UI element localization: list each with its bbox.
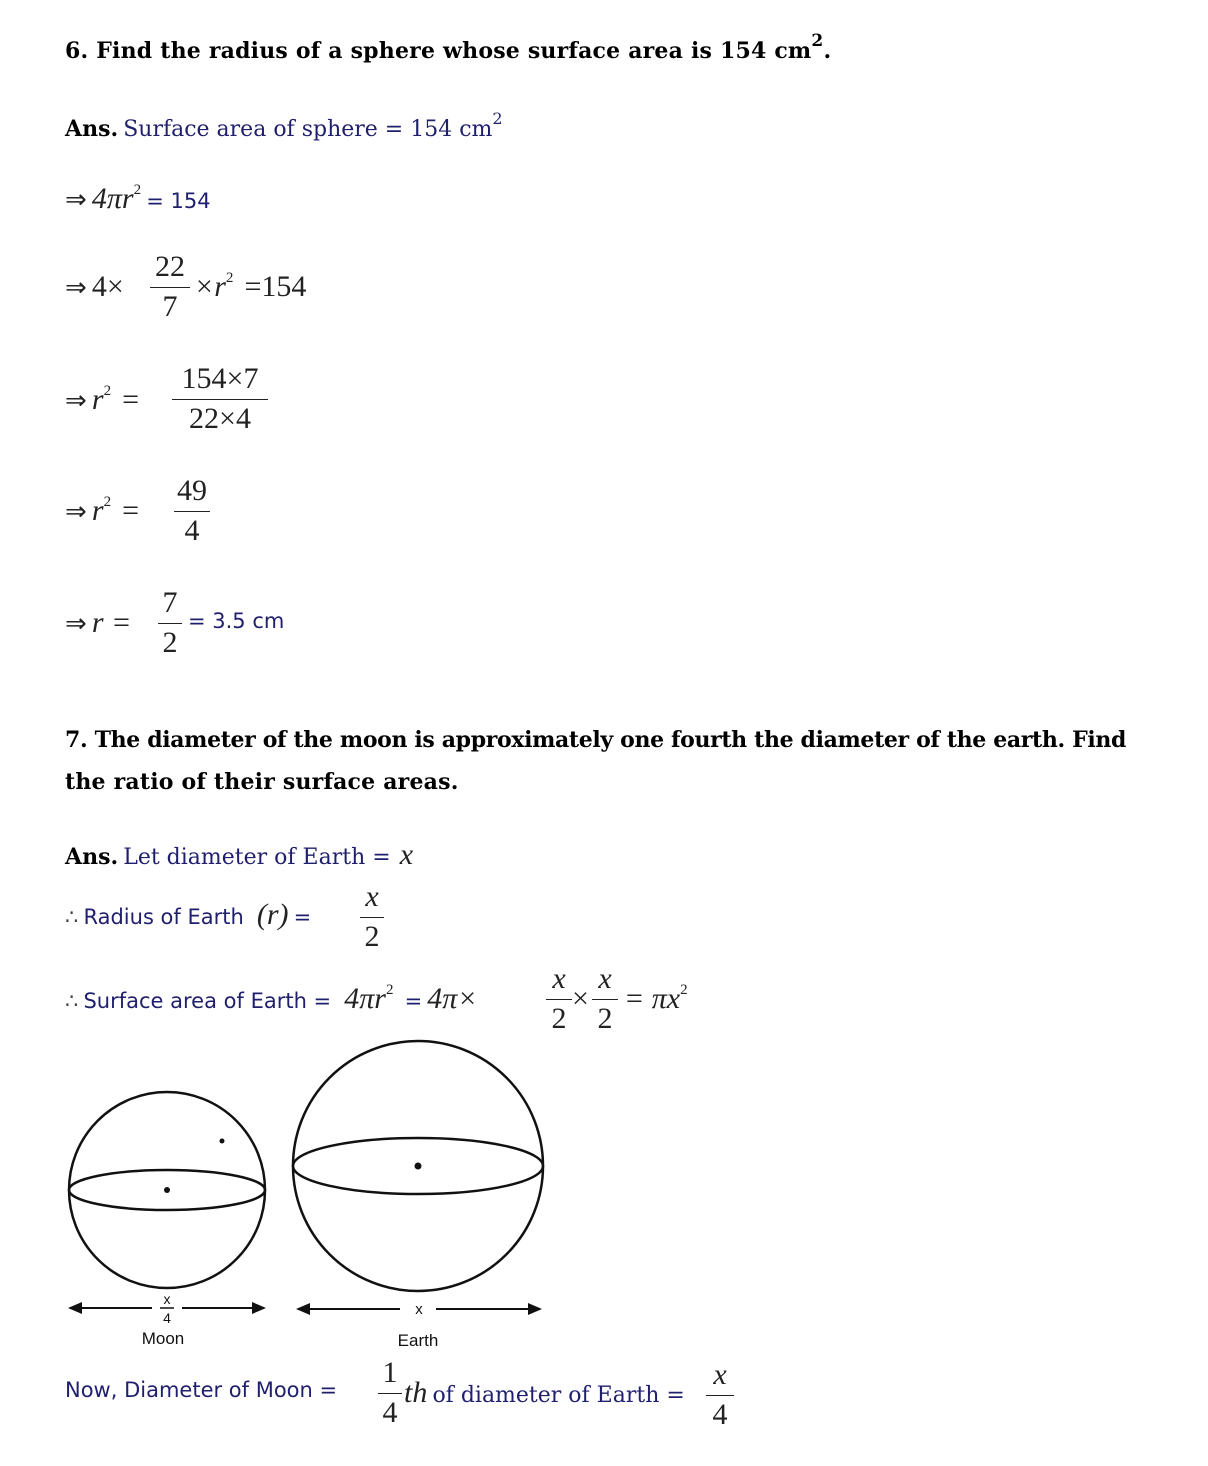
implies-symbol: ⇒ [65, 273, 87, 303]
step-1 [65, 182, 211, 216]
fraction-bar [360, 917, 384, 918]
question-6-text: 6. Find the radius of a sphere whose surface area is 154 cm [65, 38, 812, 64]
fraction-denominator: 2 [551, 1002, 567, 1035]
fraction-numerator: x [365, 880, 379, 913]
step-5-lhs: r = [91, 606, 132, 639]
answer-6-intro [65, 109, 503, 142]
fraction-denominator: 22×4 [189, 402, 251, 435]
sphere-figure [60, 1035, 560, 1355]
question-6-sup: 2 [811, 31, 824, 51]
therefore-symbol: ∴ [65, 989, 79, 1013]
fraction-numerator: 22 [155, 250, 185, 283]
fraction-numerator: x [713, 1358, 727, 1391]
moon-label: Moon [141, 1329, 185, 1348]
surface-area-m2: 4π× [427, 982, 478, 1015]
step-3-lhs: r [91, 383, 104, 416]
ans-label: Ans. [65, 844, 119, 870]
fraction-bar [706, 1395, 734, 1396]
step-2 [65, 270, 124, 304]
step-3-eq: = [122, 383, 140, 416]
implies-symbol: ⇒ [65, 386, 87, 416]
step-2-exp: 2 [225, 270, 234, 286]
step-2-fraction [150, 252, 190, 322]
step-5-rhs-wrap [188, 609, 284, 633]
surface-area-times: × [572, 982, 589, 1015]
fraction-bar [150, 287, 190, 288]
earth-label: Earth [397, 1331, 439, 1350]
radius-fraction [360, 882, 384, 952]
moon-dim-den: 4 [163, 1310, 171, 1326]
question-7-line2: the ratio of their surface areas. [65, 769, 459, 795]
surface-area-eq1: = [404, 989, 423, 1013]
moon-diameter-text: Now, Diameter of Moon = [65, 1378, 338, 1402]
surface-area-exp2: 2 [680, 982, 688, 998]
moon-sphere [69, 1092, 265, 1288]
fraction-denominator: 4 [382, 1396, 398, 1429]
step-1-rhs: = 154 [146, 189, 211, 213]
fraction-bar [172, 399, 268, 400]
surface-area-m1: 4πr [344, 982, 386, 1015]
fraction-bar [378, 1393, 402, 1394]
fraction-bar [174, 511, 210, 512]
earth-dim: x [415, 1301, 423, 1318]
moon-dimension-arrow [68, 1291, 266, 1348]
implies-symbol: ⇒ [65, 185, 87, 215]
radius-symbol: (r) [256, 898, 289, 931]
step-4-eq: = [122, 494, 140, 527]
step-4-exp: 2 [103, 494, 112, 510]
surface-area-exp: 2 [385, 982, 394, 998]
fraction-numerator: 49 [177, 474, 207, 507]
step-3 [65, 383, 139, 417]
fraction-numerator: 1 [382, 1356, 398, 1389]
step-4 [65, 494, 139, 528]
fraction-numerator: 154×7 [181, 362, 259, 395]
step-5-rhs: = 3.5 cm [188, 609, 285, 633]
step-2-rest [194, 270, 306, 304]
question-6 [65, 31, 832, 64]
moon-diameter-mid-text: of diameter of Earth = [432, 1383, 685, 1408]
fraction-denominator: 4 [184, 514, 200, 547]
radius-eq: = [293, 905, 312, 929]
surface-area-line [65, 982, 478, 1016]
answer-7-text: Let diameter of Earth = [123, 845, 391, 870]
step-4-fraction [174, 476, 210, 546]
moon-diameter-mid [404, 1376, 685, 1410]
therefore-symbol: ∴ [65, 905, 79, 929]
answer-6-sup: 2 [492, 109, 503, 128]
fraction-numerator: x [598, 962, 612, 995]
question-7-line1: 7. The diameter of the moon is approximately one fourth the diameter of the earth. Find [65, 727, 1127, 753]
radius-text: Radius of Earth [83, 905, 244, 929]
step-3-fraction [172, 364, 268, 434]
earth-dimension-arrow [296, 1301, 542, 1350]
radius-line [65, 898, 311, 932]
moon-diameter-fraction [378, 1358, 402, 1428]
fraction-denominator: 2 [364, 920, 380, 953]
answer-7-var: x [399, 838, 414, 871]
surface-area-fraction-2 [592, 964, 618, 1034]
moon-diameter-result-fraction [706, 1360, 734, 1430]
step-2-rhs: =154 [244, 270, 307, 303]
answer-7-intro [65, 838, 413, 872]
step-3-exp: 2 [103, 383, 112, 399]
fraction-bar [592, 999, 618, 1000]
surface-area-fraction-1 [546, 964, 572, 1034]
step-5-fraction [158, 588, 182, 658]
fraction-bar [546, 999, 572, 1000]
surface-area-eq2: = πx [624, 982, 681, 1015]
fraction-bar [158, 623, 182, 624]
step-5 [65, 606, 131, 640]
step-4-lhs: r [91, 494, 104, 527]
surface-area-end [624, 982, 688, 1016]
question-6-end: . [823, 38, 832, 64]
implies-symbol: ⇒ [65, 609, 87, 639]
step-1-lhs: 4πr [91, 182, 134, 215]
fraction-denominator: 2 [162, 626, 178, 659]
fraction-denominator: 2 [597, 1002, 613, 1035]
th-suffix: th [404, 1376, 428, 1409]
fraction-denominator: 7 [162, 290, 178, 323]
moon-diameter-line [65, 1378, 337, 1402]
answer-6-text: Surface area of sphere = 154 cm [123, 117, 493, 142]
fraction-denominator: 4 [712, 1398, 728, 1431]
fraction-numerator: 7 [162, 586, 178, 619]
implies-symbol: ⇒ [65, 497, 87, 527]
step-2-pre: 4× [91, 270, 124, 303]
ans-label: Ans. [65, 116, 119, 142]
earth-sphere [293, 1041, 543, 1291]
surface-area-text: Surface area of Earth = [83, 989, 332, 1013]
step-1-exp: 2 [133, 182, 142, 198]
step-2-post: ×r [194, 270, 226, 303]
fraction-numerator: x [552, 962, 566, 995]
moon-dim-num: x [163, 1291, 171, 1307]
